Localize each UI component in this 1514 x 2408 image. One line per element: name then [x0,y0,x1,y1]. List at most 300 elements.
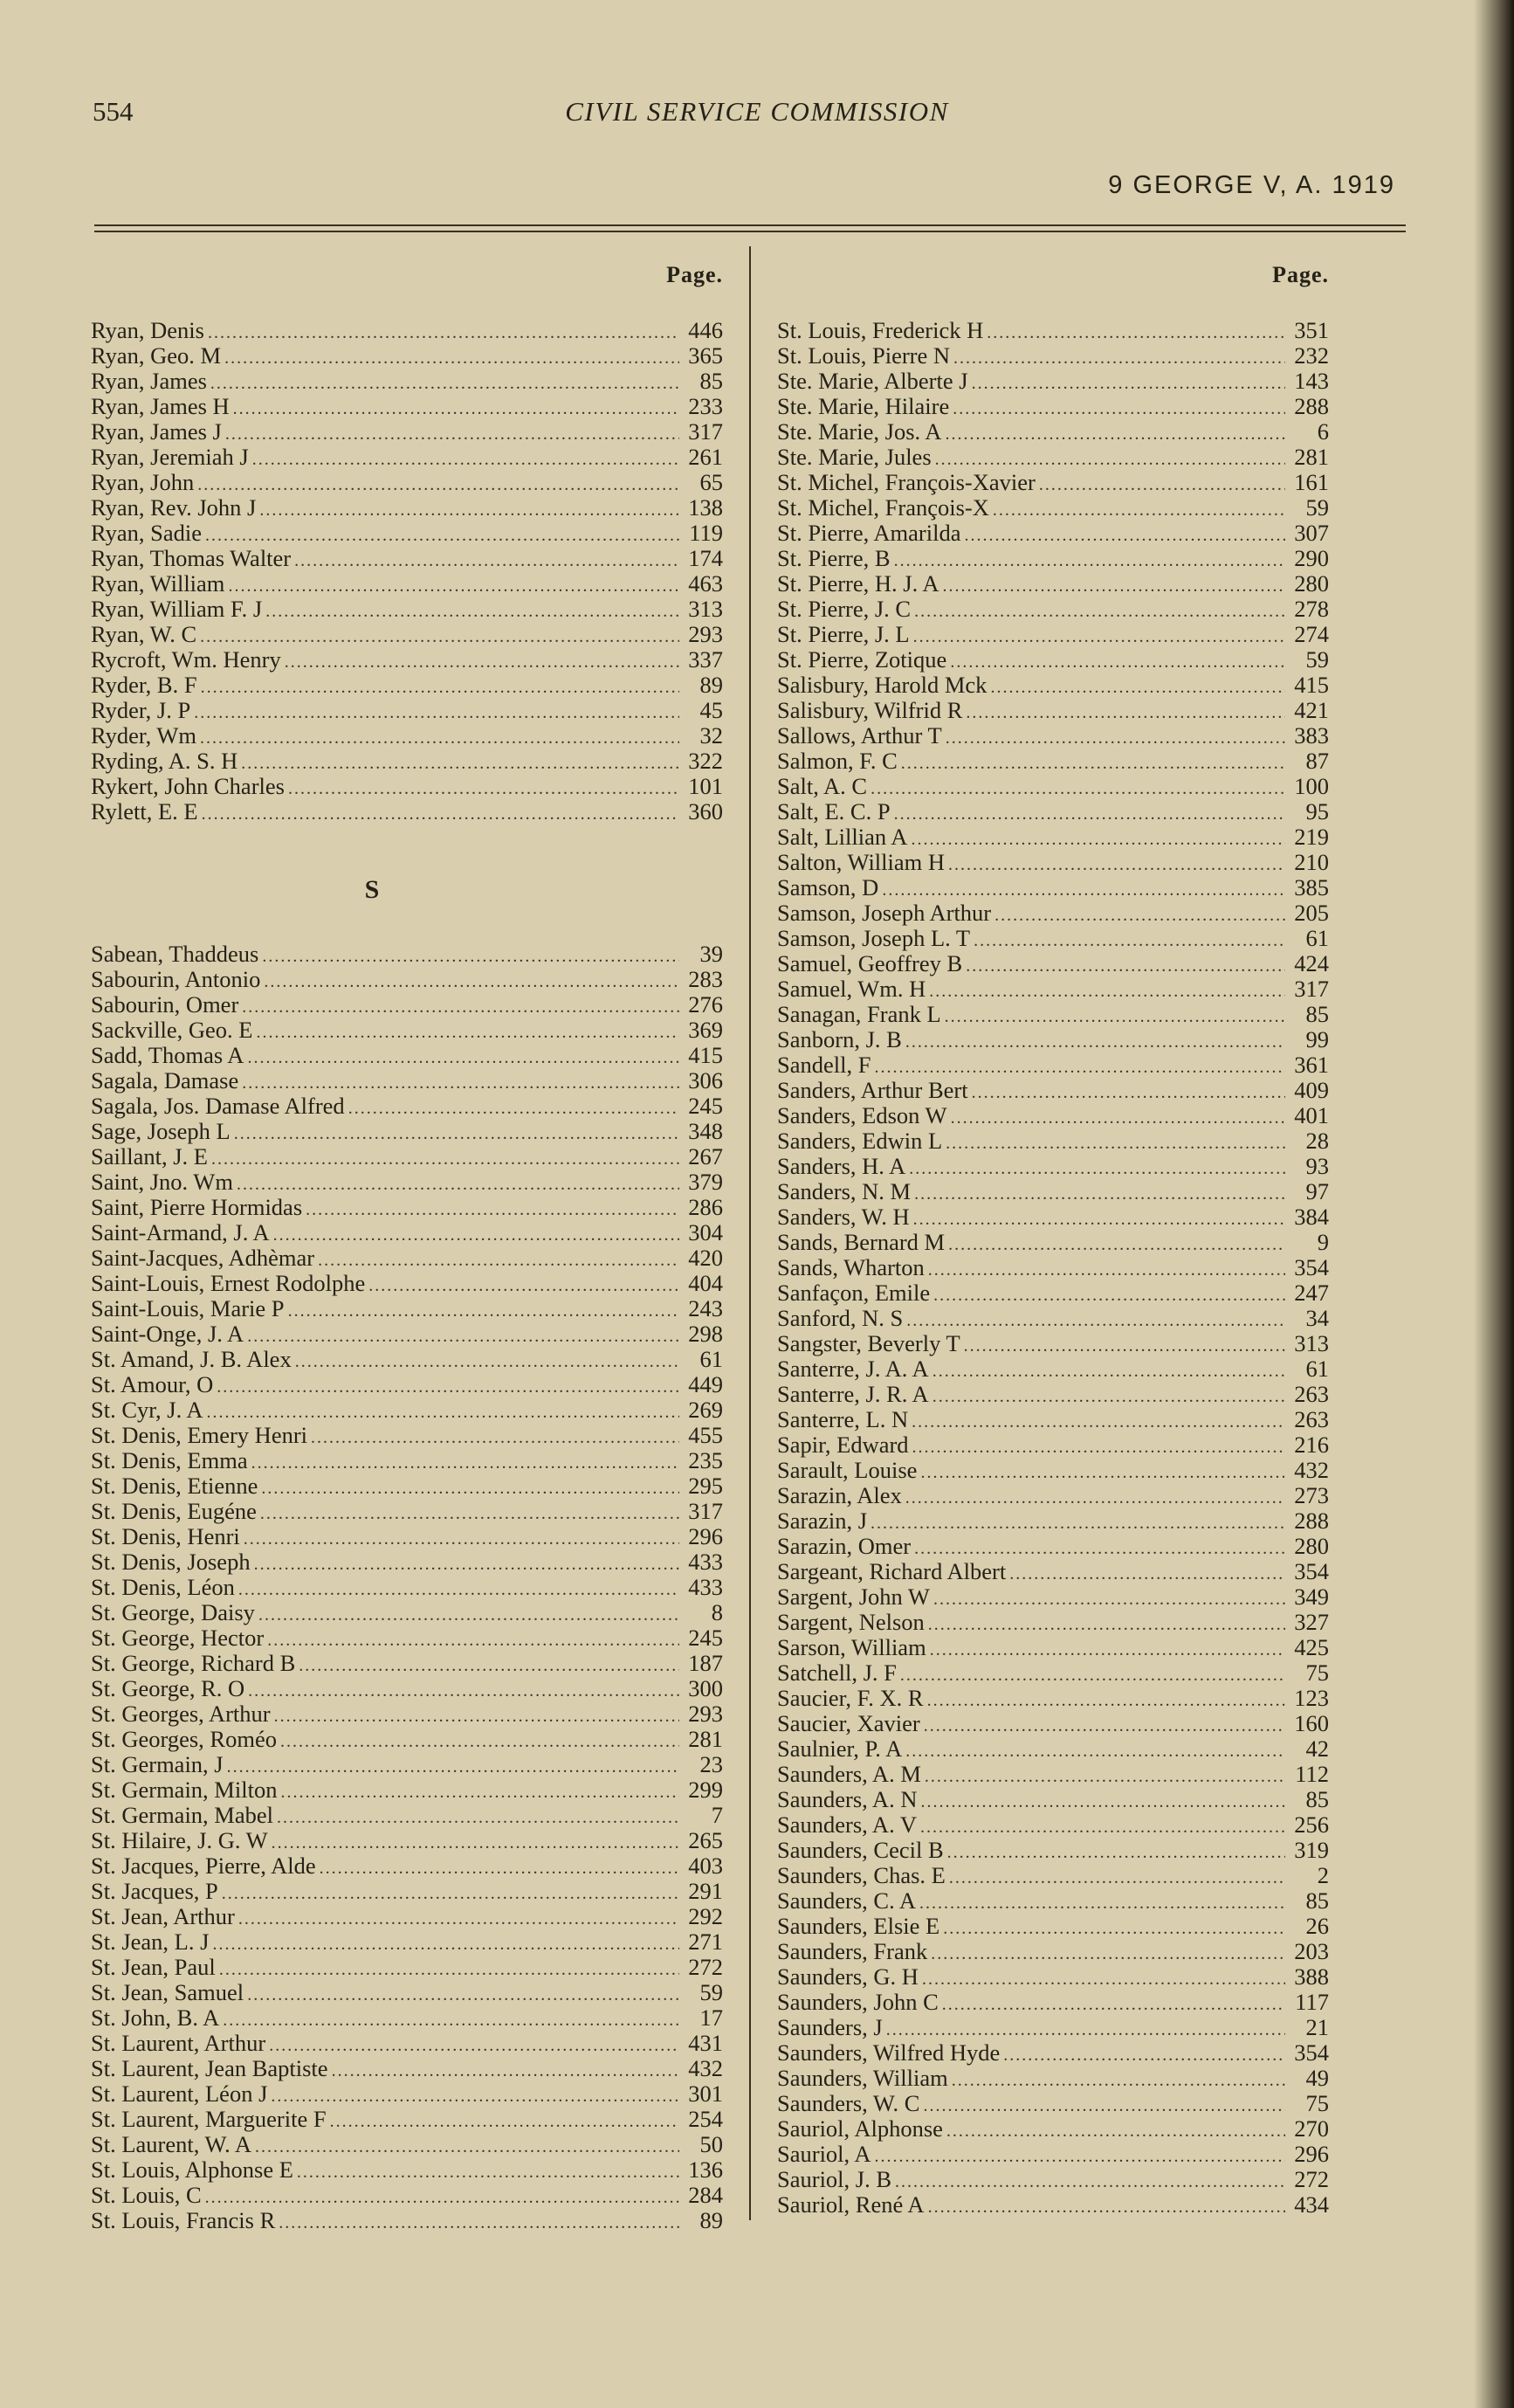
index-entry [777,1154,1329,1179]
index-entry [91,2056,723,2081]
entry-page: 61 [699,1346,723,1372]
entry-page: 9 [1317,1229,1329,1255]
index-entry [777,1838,1329,1863]
entry-page: 32 [699,722,723,749]
index-entry [91,445,723,470]
index-entry [91,1549,723,1575]
dot-leader [320,1856,679,1881]
entry-name: Ryan, Rev. John J [91,494,257,521]
dot-leader [1039,473,1285,498]
entry-name: Sarault, Louise [777,1457,918,1483]
dot-leader [233,397,679,422]
entry-name: Sargent, John W [777,1583,930,1610]
entry-name: Ryan, Sadie [91,520,203,546]
entry-name: Sauriol, René A [777,2191,925,2218]
entry-page: 270 [1294,2115,1329,2142]
entry-name: Saunders, Cecil B [777,1837,944,1863]
entry-page: 50 [699,2131,723,2157]
dot-leader [197,473,679,498]
index-entry [91,571,723,597]
entry-page: 119 [689,520,723,546]
dot-leader [238,1907,679,1932]
dot-leader [948,852,1285,878]
index-entry [777,622,1329,647]
dot-leader [368,1273,679,1299]
entry-name: Sagala, Damase [91,1067,239,1094]
dot-leader [931,1942,1285,1967]
entry-page: 42 [1305,1735,1329,1762]
entry-page: 434 [1294,2191,1329,2218]
entry-page: 354 [1294,1254,1329,1280]
dot-leader [965,523,1286,549]
entry-name: Sarson, William [777,1634,926,1660]
page-column-header: Page. [666,262,723,287]
entry-name: Samuel, Geoffrey B [777,950,963,976]
dot-leader [280,1729,679,1755]
dot-leader [925,1764,1285,1790]
index-entry [777,470,1329,495]
dot-leader [212,1932,679,1957]
entry-name: Ryan, W. C [91,621,197,647]
dot-leader [200,726,679,751]
entry-page: 313 [1294,1330,1329,1356]
page-number: 554 [93,96,134,127]
dot-leader [242,995,679,1020]
index-entry [777,749,1329,774]
entry-page: 415 [688,1042,723,1068]
index-entry [777,825,1329,850]
dot-leader [923,2094,1285,2119]
entry-name: St. Michel, François-X [777,494,989,521]
index-entry [91,521,723,546]
index-entry [91,369,723,394]
entry-name: Ryan, James [91,368,207,394]
entry-name: Ryder, B. F [91,672,197,698]
entry-name: Ste. Marie, Jules [777,444,932,470]
entry-name: St. Jean, Arthur [91,1903,235,1929]
entry-page: 286 [688,1194,723,1220]
index-entry [91,647,723,673]
entry-name: Sanders, H. A [777,1153,906,1179]
dot-leader [258,1603,679,1628]
dot-leader [265,599,679,624]
index-entry [91,942,723,967]
entry-page: 112 [1295,1761,1329,1787]
index-entry [91,1321,723,1347]
entry-name: Sangster, Beverly T [777,1330,960,1356]
entry-name: St. Denis, Eugéne [91,1498,257,1524]
index-entry [91,1777,723,1803]
dot-leader [913,1207,1285,1232]
dot-leader [912,1410,1285,1435]
entry-page: 265 [688,1827,723,1853]
entry-page: 232 [1294,342,1329,369]
dot-leader [972,1080,1285,1106]
index-entry [91,470,723,495]
index-entry [777,1179,1329,1204]
index-entry [91,1651,723,1676]
entry-name: Sapir, Edward [777,1432,909,1458]
index-entry [91,419,723,445]
entry-name: Ryding, A. S. H [91,748,238,774]
entry-page: 7 [711,1802,723,1828]
dot-leader [905,1030,1285,1055]
dot-leader [247,1324,679,1349]
entry-page: 431 [688,2030,723,2056]
entry-name: Rykert, John Charles [91,773,285,799]
dot-leader [280,1780,679,1805]
index-entry [91,1980,723,2005]
entry-name: Sackville, Geo. E [91,1017,253,1043]
entry-name: Ryan, James H [91,393,230,419]
entry-page: 361 [1294,1052,1329,1078]
index-entry [777,419,1329,445]
entry-name: Sadd, Thomas A [91,1042,244,1068]
entry-name: St. George, R. O [91,1675,245,1701]
entry-page: 319 [1294,1837,1329,1863]
index-entries [91,318,723,825]
entry-name: Satchell, J. F [777,1659,897,1686]
entry-name: St. George, Hector [91,1625,265,1651]
entry-page: 219 [1294,824,1329,850]
entry-name: St. George, Richard B [91,1650,296,1676]
dot-leader [966,954,1285,979]
index-entry [91,774,723,799]
entry-name: Saillant, J. E [91,1143,208,1170]
entry-name: Sanders, N. M [777,1178,912,1204]
entry-name: St. Pierre, Zotique [777,646,947,673]
entry-page: 449 [688,1371,723,1397]
dot-leader [252,447,679,473]
dot-leader [932,1384,1285,1410]
entry-name: Saint, Pierre Hormidas [91,1194,303,1220]
index-entry [777,1990,1329,2015]
index-entry [777,1559,1329,1584]
entry-name: Salmon, F. C [777,748,898,774]
entry-page: 365 [688,342,723,369]
entry-page: 295 [688,1473,723,1499]
entry-name: St. John, B. A [91,2004,220,2031]
index-entry [777,1103,1329,1128]
dot-leader [928,1258,1285,1283]
dot-leader [943,1916,1285,1942]
index-entry [91,597,723,622]
index-entry [777,597,1329,622]
index-entry [777,1508,1329,1534]
header-rule [94,224,1406,226]
index-entry [777,1812,1329,1838]
entry-name: Ste. Marie, Hilaire [777,393,950,419]
section-letter: S [364,875,380,904]
entry-name: Saint-Louis, Ernest Rodolphe [91,1270,366,1296]
dot-leader [297,2160,679,2185]
index-entry [91,1676,723,1701]
index-entry [777,1534,1329,1559]
index-entry [91,967,723,992]
entry-page: 455 [688,1422,723,1448]
index-entry [777,976,1329,1002]
dot-leader [874,2144,1285,2170]
entry-page: 34 [1305,1305,1329,1331]
index-entry [91,2132,723,2157]
entry-name: Rylett, E. E [91,798,198,825]
dot-leader [933,1283,1285,1308]
entry-page: 59 [699,1979,723,2005]
entry-name: Ste. Marie, Alberte J [777,368,968,394]
entry-page: 300 [688,1675,723,1701]
entry-name: St. Jacques, Pierre, Alde [91,1853,316,1879]
entry-name: St. Denis, Joseph [91,1549,251,1575]
dot-leader [920,1815,1285,1840]
index-entry [777,900,1329,926]
entry-name: St. Jean, Paul [91,1954,216,1980]
entry-name: St. Louis, Alphonse E [91,2156,293,2183]
entry-name: Sabean, Thaddeus [91,941,259,967]
entry-name: Saunders, C. A [777,1887,916,1914]
dot-leader [871,776,1285,802]
index-entry [91,1625,723,1651]
dot-leader [294,549,679,574]
index-entry [91,546,723,571]
index-entry [91,992,723,1018]
index-entry [777,799,1329,825]
index-entry [91,1094,723,1119]
entry-name: Sauriol, Alphonse [777,2115,943,2142]
entry-page: 216 [1294,1432,1329,1458]
index-entries [91,942,723,2233]
index-entry [777,774,1329,799]
entry-name: St. Michel, François-Xavier [777,469,1036,495]
entry-page: 404 [688,1270,723,1296]
index-entry [777,1888,1329,1914]
dot-leader [914,1182,1285,1207]
index-entry [91,2005,723,2031]
entry-name: Sanagan, Frank L [777,1001,941,1027]
index-entry [777,1610,1329,1635]
entry-page: 276 [688,991,723,1018]
entry-name: Sanfaçon, Emile [777,1280,931,1306]
dot-leader [244,1527,679,1552]
index-entry [91,495,723,521]
dot-leader [947,1840,1285,1866]
index-entry [777,1306,1329,1331]
dot-leader [288,1299,679,1324]
dot-leader [905,1739,1285,1764]
entry-name: Sabourin, Omer [91,991,239,1018]
entry-page: 383 [1294,722,1329,749]
index-entry [91,1828,723,1853]
entry-name: Ryan, James J [91,418,222,445]
entry-name: St. Jacques, P [91,1878,218,1904]
entry-name: St. Louis, Francis R [91,2207,276,2233]
entry-page: 274 [1294,621,1329,647]
left-column [91,262,723,2233]
entry-name: St. Laurent, W. A [91,2131,252,2157]
entry-page: 138 [688,494,723,521]
entry-name: Ste. Marie, Jos. A [777,418,942,445]
index-entry [777,1635,1329,1660]
entry-page: 235 [688,1447,723,1473]
dot-leader [945,1004,1285,1030]
entry-name: St. Louis, Pierre N [777,342,950,369]
dot-leader [194,700,679,726]
entry-page: 337 [688,646,723,673]
entry-name: Salt, A. C [777,773,868,799]
entry-name: Sanborn, J. B [777,1026,902,1052]
dot-leader [255,2135,679,2160]
entry-name: Salisbury, Harold Mck [777,672,988,698]
dot-leader [922,1967,1285,1992]
entry-page: 61 [1305,925,1329,951]
entry-name: St. Amand, J. B. Alex [91,1346,292,1372]
dot-leader [247,1983,679,2008]
dot-leader [953,397,1285,422]
entry-name: St. Louis, C [91,2182,202,2208]
entry-page: 298 [688,1321,723,1347]
index-entries [777,318,1329,2218]
index-entry [91,749,723,774]
entry-page: 317 [1294,976,1329,1002]
index-entry [777,2066,1329,2091]
entry-name: Ryan, Jeremiah J [91,444,249,470]
index-entry [91,1803,723,1828]
index-entry [777,546,1329,571]
dot-leader [871,1511,1285,1536]
entry-page: 247 [1294,1280,1329,1306]
index-entry [777,723,1329,749]
entry-page: 271 [688,1928,723,1955]
index-entry [91,1347,723,1372]
entry-name: St. Laurent, Léon J [91,2080,268,2107]
entry-page: 254 [688,2106,723,2132]
index-entry [91,1043,723,1068]
entry-page: 299 [688,1777,723,1803]
index-entry [777,1407,1329,1432]
entry-page: 203 [1294,1938,1329,1964]
entry-name: Saunders, W. C [777,2090,920,2116]
entry-name: Salt, E. C. P [777,798,891,825]
page-column-header: Page. [1272,262,1329,287]
index-entry [91,1119,723,1144]
dot-leader [946,2119,1285,2144]
entry-name: Samson, Joseph Arthur [777,900,992,926]
entry-name: Sarazin, Omer [777,1533,912,1559]
entry-name: Santerre, J. R. A [777,1381,929,1407]
index-entry [777,1078,1329,1103]
entry-page: 301 [688,2080,723,2107]
entry-page: 360 [688,798,723,825]
entry-name: Rycroft, Wm. Henry [91,646,281,673]
dot-leader [932,1359,1285,1384]
index-entry [91,1170,723,1195]
entry-name: St. Denis, Henri [91,1523,240,1549]
dot-leader [913,624,1285,650]
index-entry [777,369,1329,394]
entry-page: 433 [688,1549,723,1575]
dot-leader [994,903,1285,928]
dot-leader [256,1020,679,1045]
dot-leader [912,1435,1285,1460]
dot-leader [919,1891,1285,1916]
dot-leader [306,1197,679,1223]
index-entry [777,1686,1329,1711]
dot-leader [311,1425,679,1451]
index-entry [91,2157,723,2183]
index-entry [777,2167,1329,2192]
entry-name: St. Amour, O [91,1371,214,1397]
index-entry [777,850,1329,875]
dot-leader [914,599,1285,624]
entry-name: Ryan, Geo. M [91,342,222,369]
entry-page: 39 [699,941,723,967]
index-entry [777,698,1329,723]
dot-leader [259,498,679,523]
entry-page: 313 [688,596,723,622]
entry-page: 278 [1294,596,1329,622]
entry-name: Sabourin, Antonio [91,966,261,992]
dot-leader [234,1121,679,1147]
dot-leader [238,1577,679,1603]
entry-name: Saunders, Elsie E [777,1913,940,1939]
right-column [777,262,1329,2218]
index-entry [777,926,1329,951]
entry-page: 354 [1294,1558,1329,1584]
dot-leader [920,1460,1285,1486]
index-entry [777,1914,1329,1939]
dot-leader [906,1308,1285,1334]
entry-name: Sarazin, J [777,1508,868,1534]
index-entry [91,1397,723,1423]
index-entry [777,1787,1329,1812]
entry-name: Saint-Onge, J. A [91,1321,244,1347]
entry-page: 385 [1294,874,1329,900]
dot-leader [1009,1562,1285,1587]
entry-name: Salisbury, Wilfrid R [777,697,963,723]
entry-page: 75 [1305,1659,1329,1686]
index-entry [91,1271,723,1296]
entry-name: Salt, Lillian A [777,824,908,850]
entry-page: 263 [1294,1406,1329,1432]
entry-name: Saint, Jno. Wm [91,1169,233,1195]
dot-leader [251,1451,679,1476]
dot-leader [911,827,1285,852]
index-entry [91,673,723,698]
entry-page: 61 [1305,1356,1329,1382]
index-entry [91,1195,723,1220]
entry-name: St. Denis, Léon [91,1574,235,1600]
index-entry [91,1575,723,1600]
entry-page: 349 [1294,1583,1329,1610]
entry-page: 87 [1305,748,1329,774]
index-entry [777,1458,1329,1483]
dot-leader [948,1232,1285,1258]
entry-name: Sauriol, J. B [777,2166,892,2192]
dot-leader [909,1156,1285,1182]
entry-name: Sauriol, A [777,2141,871,2167]
index-entry [91,1929,723,1955]
entry-page: 6 [1317,418,1329,445]
index-entry [91,2031,723,2056]
index-entry [777,1711,1329,1736]
index-entry [777,1255,1329,1280]
index-entry [777,2192,1329,2218]
index-entry [777,1128,1329,1154]
entry-page: 85 [1305,1001,1329,1027]
entry-name: Saint-Jacques, Adhèmar [91,1245,315,1271]
entry-page: 293 [688,621,723,647]
entry-name: Sargeant, Richard Albert [777,1558,1007,1584]
dot-leader [945,422,1285,447]
